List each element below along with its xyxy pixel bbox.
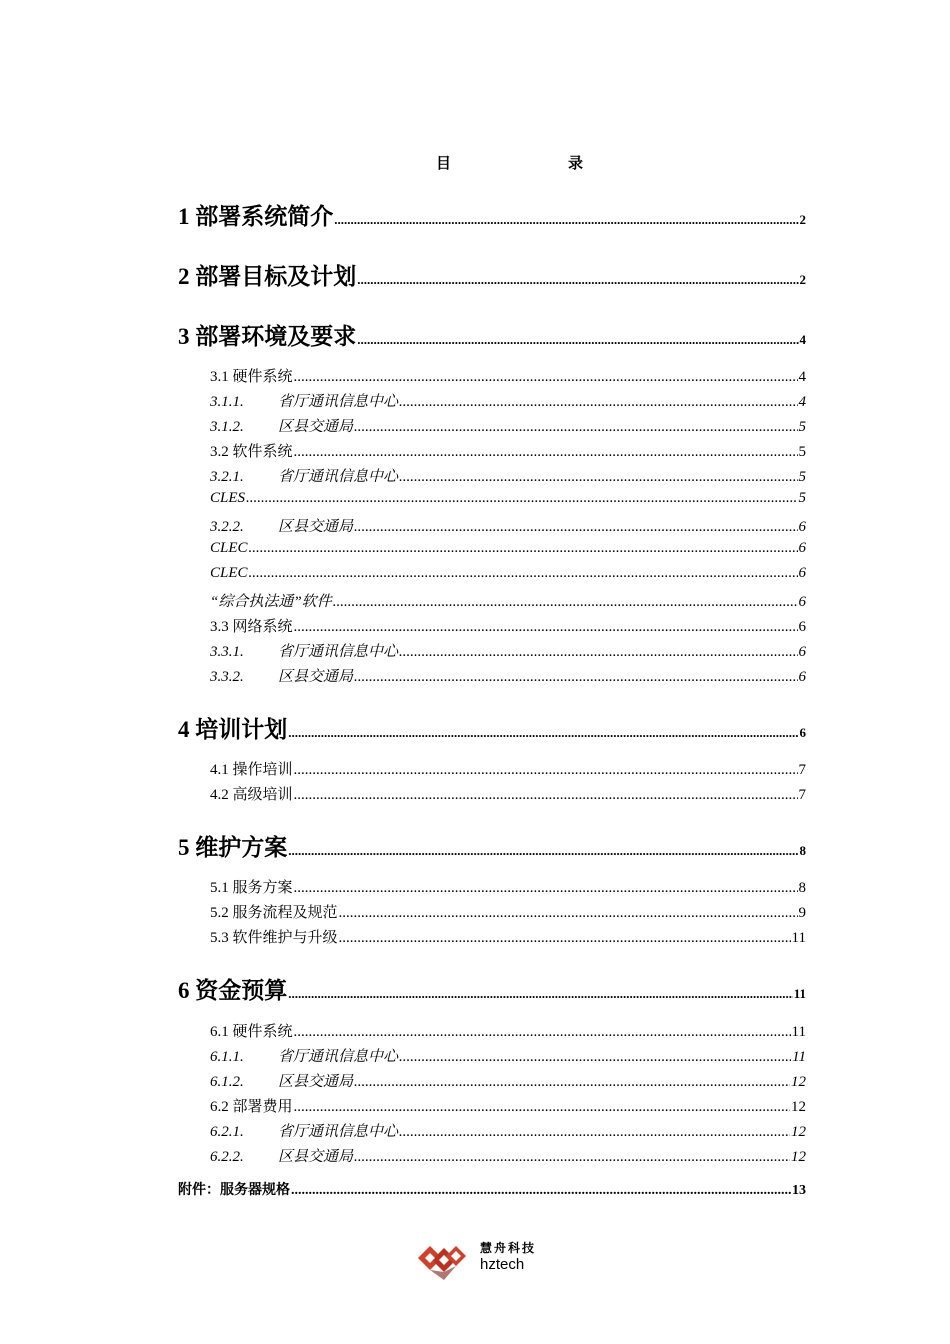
toc-dot-leader [357, 332, 798, 348]
toc-entry-label [178, 318, 356, 351]
toc-dot-leader [294, 369, 798, 386]
toc-entry-text: 3 部署环境及要求 [178, 324, 357, 349]
toc-entry-level-1[interactable] [178, 711, 806, 741]
toc-entry-text: 省厅通讯信息中心 [278, 1049, 399, 1065]
toc-page-number: 6 [798, 644, 806, 660]
toc-entry-label [210, 390, 398, 411]
toc-entry-label [210, 901, 338, 922]
toc-entry-label [178, 258, 356, 291]
toc-page-number: 11 [791, 930, 806, 946]
toc-entry-label [210, 1070, 353, 1091]
toc-entry-text: 1 部署系统简介 [178, 204, 334, 229]
toc-page-number: 8 [799, 843, 806, 858]
toc-dot-leader [333, 594, 798, 611]
toc-entry-label [210, 876, 293, 897]
toc-entry-text: 3.1 硬件系统 [210, 369, 293, 385]
toc-dot-leader [294, 762, 798, 779]
toc-page-number: 4 [798, 369, 806, 385]
toc-entry-label [210, 590, 332, 611]
logo-chinese-name: 慧舟科技 [480, 1241, 537, 1255]
toc-entry-level-3[interactable] [210, 415, 806, 435]
toc-entry-level-1[interactable] [178, 198, 806, 228]
toc-dot-leader [334, 212, 798, 228]
toc-page-number: 12 [791, 1099, 806, 1115]
toc-entry-number: 3.1.2. [210, 419, 244, 435]
toc-page-number: 6 [798, 669, 806, 685]
toc-entry-label [178, 972, 287, 1005]
toc-dot-leader [399, 644, 797, 661]
toc-dot-leader [354, 1149, 790, 1166]
toc-title-right: 录 [568, 156, 584, 172]
toc-entry-text: 4.1 操作培训 [210, 762, 293, 778]
toc-entry-level-3[interactable] [210, 540, 806, 560]
toc-entry-label [210, 665, 353, 686]
toc-page-number: 12 [791, 1074, 806, 1090]
toc-entry-level-3[interactable] [210, 465, 806, 485]
toc-dot-leader [294, 1099, 790, 1116]
company-logo [416, 1236, 546, 1280]
logo-mark-icon [416, 1236, 472, 1280]
toc-dot-leader [294, 619, 798, 636]
toc-entry-number: 3.1.1. [210, 394, 244, 410]
toc-entry-label [210, 758, 293, 779]
toc-page-number: 5 [798, 469, 806, 485]
toc-dot-leader [354, 419, 797, 436]
toc-entry-level-2[interactable] [210, 440, 806, 460]
toc-entry-level-1[interactable] [178, 258, 806, 288]
toc-page-number: 2 [799, 212, 806, 227]
toc-page-number: 12 [791, 1124, 806, 1140]
toc-entry-text: 6.2 部署费用 [210, 1099, 293, 1115]
toc-entry-level-3[interactable] [210, 515, 806, 535]
toc-dot-leader [288, 725, 798, 741]
toc-entry-label [210, 926, 338, 947]
toc-entry-text: 4 培训计划 [178, 717, 288, 742]
toc-entry-text: 省厅通讯信息中心 [278, 644, 399, 660]
toc-dot-leader [249, 565, 798, 582]
toc-entry-level-3[interactable] [210, 565, 806, 585]
toc-page-number: 6 [798, 540, 806, 556]
toc-dot-leader [354, 669, 797, 686]
toc-page-number: 11 [791, 1024, 806, 1040]
toc-page-number: 6 [799, 725, 806, 740]
toc-page-number: 5 [798, 419, 806, 435]
toc-entry-level-1[interactable] [178, 972, 806, 1002]
toc-entry-text: 6 资金预算 [178, 978, 288, 1003]
toc-entry-text: 区县交通局 [278, 669, 354, 685]
toc-entry-label [178, 1179, 290, 1199]
toc-dot-leader [249, 540, 798, 557]
toc-entry-text: 5.1 服务方案 [210, 880, 293, 896]
toc-page-number: 7 [798, 787, 806, 803]
toc-page-number: 13 [792, 1183, 806, 1198]
toc-entry-label [210, 465, 398, 486]
toc-dot-leader [399, 1049, 791, 1066]
toc-entry-text: 4.2 高级培训 [210, 787, 293, 803]
toc-entry-label [178, 711, 287, 744]
toc-entry-level-3[interactable] [210, 490, 806, 510]
toc-entry-label [210, 1020, 293, 1041]
toc-entry-number: 3.2.1. [210, 469, 244, 485]
toc-entry-level-2[interactable] [210, 876, 806, 896]
toc-entry-label [210, 640, 398, 661]
toc-page-number: 6 [798, 565, 806, 581]
toc-entry-label [210, 490, 245, 507]
toc-appendix-entry[interactable] [178, 1179, 806, 1199]
toc-entry-text: 省厅通讯信息中心 [278, 1124, 399, 1140]
toc-page-number: 7 [798, 762, 806, 778]
toc-entry-text: 省厅通讯信息中心 [278, 394, 399, 410]
toc-entry-text: 区县交通局 [278, 519, 354, 535]
toc-title-left: 目 [436, 156, 452, 172]
toc-entry-number: 6.2.1. [210, 1124, 244, 1140]
toc-entry-level-3[interactable] [210, 665, 806, 685]
toc-entry-label [210, 1045, 398, 1066]
toc-dot-leader [288, 986, 792, 1002]
toc-entry-level-2[interactable] [210, 783, 806, 803]
toc-entry-number: 6.1.2. [210, 1074, 244, 1090]
toc-page-number: 12 [791, 1149, 806, 1165]
toc-entry-label [210, 1145, 353, 1166]
toc-dot-leader [354, 1074, 790, 1091]
toc-entry-text: CLES [210, 490, 246, 506]
toc-entry-label [210, 540, 248, 557]
toc-page-number: 2 [799, 272, 806, 287]
toc-entry-level-2[interactable] [210, 615, 806, 635]
toc-dot-leader [354, 519, 797, 536]
toc-entry-label [178, 198, 333, 231]
toc-dot-leader [294, 787, 798, 804]
toc-entry-text: 3.2 软件系统 [210, 444, 293, 460]
toc-dot-leader [294, 444, 798, 461]
toc-entry-label [210, 1095, 293, 1116]
toc-entry-text: 3.3 网络系统 [210, 619, 293, 635]
toc-dot-leader [294, 880, 798, 897]
toc-page-number: 4 [799, 332, 806, 347]
toc-entry-label [210, 565, 248, 582]
toc-entry-label [178, 829, 287, 862]
toc-entry-text: 2 部署目标及计划 [178, 264, 357, 289]
toc-entry-label [210, 440, 293, 461]
toc-page-number: 5 [798, 444, 806, 460]
toc-entry-level-3[interactable] [210, 390, 806, 410]
toc-entry-text: 5 维护方案 [178, 835, 288, 860]
toc-entry-level-3[interactable] [210, 1070, 806, 1090]
toc-entry-text: 5.3 软件维护与升级 [210, 930, 338, 946]
toc-page-number: 11 [792, 1049, 806, 1065]
toc-entry-level-2[interactable] [210, 1095, 806, 1115]
toc-page-number: 6 [798, 594, 806, 610]
toc-entry-level-2[interactable] [210, 901, 806, 921]
toc-entry-level-3[interactable] [210, 1120, 806, 1140]
toc-page-number: 11 [793, 986, 806, 1001]
toc-entry-text: 区县交通局 [278, 419, 354, 435]
toc-dot-leader [291, 1183, 791, 1199]
toc-entry-text: 区县交通局 [278, 1149, 354, 1165]
toc-entry-level-3[interactable] [210, 1145, 806, 1165]
toc-entry-label [210, 365, 293, 386]
toc-dot-leader [339, 905, 798, 922]
toc-dot-leader [399, 469, 797, 486]
toc-entry-label [210, 515, 353, 536]
toc-entry-text: 区县交通局 [278, 1074, 354, 1090]
toc-entry-label [210, 783, 293, 804]
toc-dot-leader [399, 1124, 790, 1141]
toc-entry-level-2[interactable] [210, 758, 806, 778]
toc-entry-text: 附件：服务器规格 [178, 1183, 290, 1198]
toc-entry-level-2[interactable] [210, 365, 806, 385]
toc-entry-label [210, 615, 293, 636]
toc-entry-level-1[interactable] [178, 829, 806, 859]
toc-entry-level-3[interactable] [210, 590, 806, 610]
toc-entry-level-3[interactable] [210, 1045, 806, 1065]
toc-entry-level-2[interactable] [210, 926, 806, 946]
toc-entry-label [210, 415, 353, 436]
toc-entry-text: CLEC [210, 565, 248, 581]
toc-dot-leader [357, 272, 798, 288]
toc-entry-label [210, 1120, 398, 1141]
toc-entry-level-3[interactable] [210, 640, 806, 660]
toc-page-number: 5 [798, 490, 806, 506]
toc-entry-level-1[interactable] [178, 318, 806, 348]
toc-entry-number: 3.3.2. [210, 669, 244, 685]
toc-page-number: 6 [798, 519, 806, 535]
toc-dot-leader [399, 394, 797, 411]
toc-title [0, 152, 950, 174]
toc-page-number: 4 [798, 394, 806, 410]
toc-page-number: 9 [798, 905, 806, 921]
toc-entry-text: “综合执法通”软件 [210, 594, 332, 610]
toc-entry-text: CLEC [210, 540, 248, 556]
toc-entry-number: 6.2.2. [210, 1149, 244, 1165]
toc-dot-leader [339, 930, 791, 947]
toc-page-number: 8 [798, 880, 806, 896]
toc-entry-level-2[interactable] [210, 1020, 806, 1040]
toc-entry-text: 省厅通讯信息中心 [278, 469, 399, 485]
toc-dot-leader [246, 490, 797, 507]
logo-english-name: hztech [480, 1256, 525, 1273]
toc-entry-text: 5.2 服务流程及规范 [210, 905, 338, 921]
toc-entry-number: 3.2.2. [210, 519, 244, 535]
toc-entry-number: 3.3.1. [210, 644, 244, 660]
toc-dot-leader [288, 843, 798, 859]
toc-entry-number: 6.1.1. [210, 1049, 244, 1065]
toc-page-number: 6 [798, 619, 806, 635]
toc-dot-leader [294, 1024, 791, 1041]
toc-entry-text: 6.1 硬件系统 [210, 1024, 293, 1040]
